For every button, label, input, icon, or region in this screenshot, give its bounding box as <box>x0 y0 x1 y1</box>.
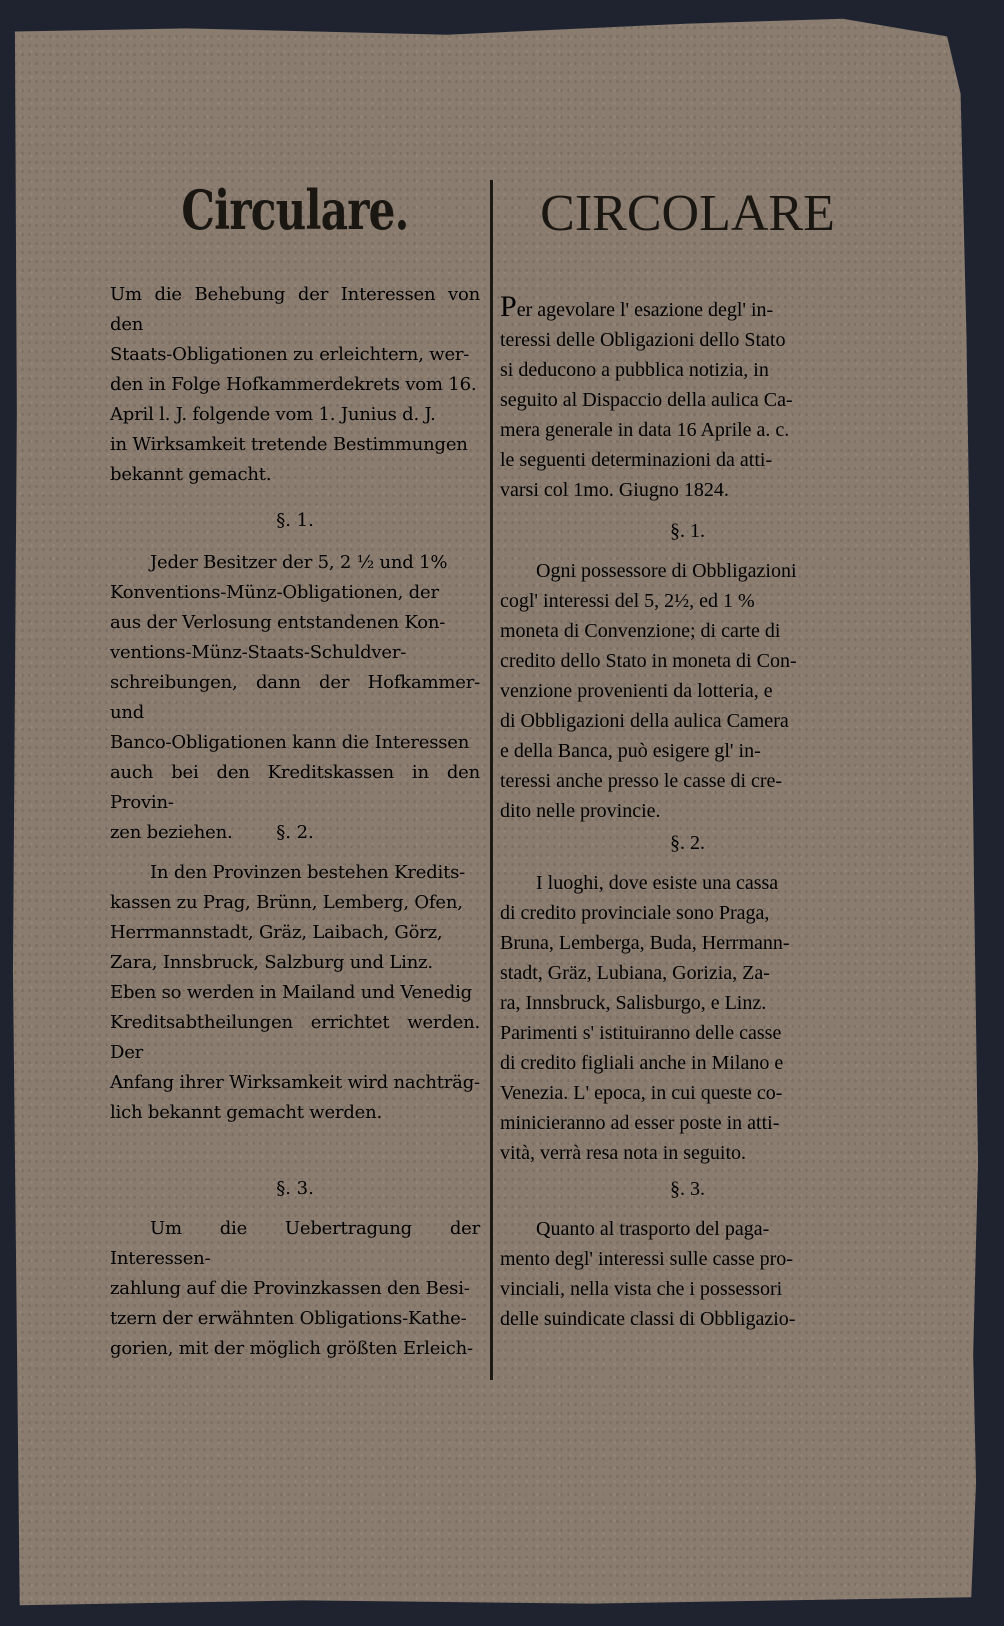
italian-section-2-text: I luoghi, dove esiste una cassa di credito provinciale sono Praga, Bruna, Lemberga, Buda, Herrmann- stadt, Gräz, Lubiana, Gorizia, Za- ra, Innsbruck, Salisburgo, e Linz. Parimenti s' istituiranno delle casse di credito figliali anche in Milano e Venezia. L' epoca, in cui queste co- minicieranno ad esser poste in atti- vità, verrà resa nota in seguito. <box>500 872 790 1164</box>
italian-section-3-text: Quanto al trasporto del paga- mento degl' interessi sulle casse pro- vinciali, nella vista che i possessori delle suindicate classi di Obbligazio- <box>500 1218 796 1330</box>
german-section-1-text: Jeder Besitzer der 5, 2 ½ und 1% Konventions-Münz-Obligationen, der aus der Verlosung entstandenen Kon- ventions-Münz-Staats-Schuldver- schreibungen, dann der Hofkammer- und Banco-Obligationen kann die Interessen auch bei den Kreditskassen in den Provin- zen beziehen. <box>110 552 480 843</box>
german-section-2-text: In den Provinzen bestehen Kredits- kassen zu Prag, Brünn, Lemberg, Ofen, Herrmannstadt, Gräz, Laibach, Görz, Zara, Innsbruck, Salzburg und Linz. Eben so werden in Mailand und Venedig Kreditsabtheilungen errichtet werden. Der Anfang ihrer Wirksamkeit wird nachträg- lich bekannt gemacht werden. <box>110 862 480 1123</box>
italian-section-2-heading: §. 2. <box>670 832 705 854</box>
italian-intro-text: er agevolare l' esazione degl' in- teressi delle Obligazioni dello Stato si deducono a pubblica notizia, in seguito al Dispaccio della aulica Ca- mera generale in data 16 Aprile a. c. le seguenti determinazioni da atti- varsi col 1mo. Giugno 1824. <box>500 299 793 501</box>
german-section-3-heading: §. 3. <box>276 1178 314 1199</box>
italian-intro <box>500 292 875 505</box>
german-title: Circulare. <box>181 178 409 242</box>
italian-section-1-heading: §. 1. <box>670 520 705 542</box>
italian-intro-initial: P <box>500 290 517 323</box>
german-section-2-heading: §. 2. <box>276 822 314 843</box>
italian-section-1-text: Ogni possessore di Obbligazioni cogl' interessi del 5, 2½, ed 1 % moneta di Convenzione; di carte di credito dello Stato in moneta di Con- venzione provenienti da lotteria, e di Obbligazioni della aulica Camera e della Banca, può esigere gl' in- teressi anche presso le casse di cre- dito nelle provincie. <box>500 560 797 822</box>
german-section-1-heading: §. 1. <box>276 510 314 531</box>
german-section-3-text: Um die Uebertragung der Interessen- zahlung auf die Provinzkassen den Besi- tzern der erwähnten Obligations-Kathe- gorien, mit der möglich größten Erleich- <box>110 1218 480 1359</box>
italian-title: CIRCOLARE <box>540 185 835 242</box>
column-divider <box>490 180 493 1380</box>
italian-section-3-heading: §. 3. <box>670 1178 705 1200</box>
german-intro: Um die Behebung der Interessen von den Staats-Obligationen zu erleichtern, wer- den in Folge Hofkammerdekrets vom 16. April l. J. folgende vom 1. Junius d. J. in Wirksamkeit tretende Bestimmungen bekannt gemacht. <box>110 284 480 485</box>
